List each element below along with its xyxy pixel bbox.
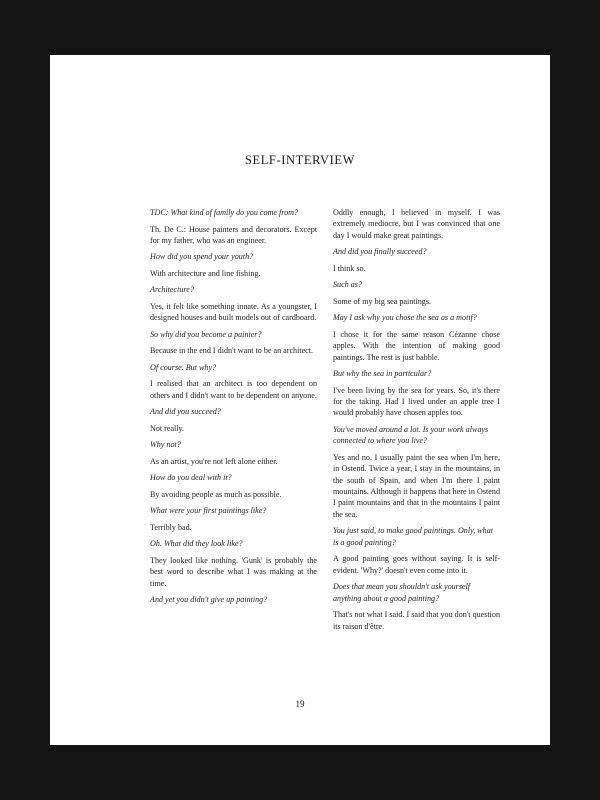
dialogue-line: They looked like nothing. 'Gunk' is probably the best word to describe what I was making at the time. (150, 555, 317, 588)
page-number: 19 (295, 699, 305, 709)
dialogue-line: What were your first paintings like? (150, 506, 267, 516)
dialogue-line: With architecture and line fishing. (150, 268, 261, 278)
dialogue-line: I think so. (333, 263, 366, 273)
dialogue-line: And yet you didn't give up painting? (150, 595, 268, 605)
book-page (50, 55, 550, 745)
dialogue-line: Terribly bad. (150, 522, 192, 532)
page-title: SELF-INTERVIEW (244, 153, 356, 167)
dialogue-line: Oddly enough, I believed in myself. I was extremely mediocre, but I was convinced that one day I would make great paintings. (333, 208, 500, 240)
dialogue-line: A good painting goes without saying. It is self-evident. 'Why?' doesn't even come into it. (333, 554, 500, 575)
dialogue-line: You just said, to make good paintings. Only, what is a good painting? (333, 526, 494, 547)
dialogue-line: That's not what I said. I said that you don't question its raison d'être. (333, 610, 500, 631)
dialogue-line: Yes and no. I usually paint the sea when I'm here, in Ostend. Twice a year, I stay in the mountains, in the south of Spain, and when I'm there I paint mountains. Although it happens that here in Ostend I paint mountains and that in the mountains I paint the sea. (333, 452, 500, 519)
dialogue-line: I've been living by the sea for years. So, it's there for the taking. Had I lived under an apple tree I would probably have chosen apples too. (333, 385, 500, 418)
dialogue-line: Why not? (150, 440, 181, 450)
dialogue-line: And did you finally succeed? (333, 247, 427, 257)
dialogue-line: Oh. What did they look like? (150, 539, 243, 549)
dialogue-line: I realised that an architect is too dependent on others and I didn't want to be dependent on anyone. (150, 379, 317, 400)
dialogue-line: TDC: What kind of family do you come from? (150, 208, 299, 217)
dialogue-line: I chose it for the same reason Cézanne chose apples. With the intention of making good paintings. The rest is just babble. (333, 329, 500, 362)
dialogue-line: How do you deal with it? (150, 473, 232, 483)
dialogue-line: Of course. But why? (150, 362, 217, 372)
dialogue-line: Does that mean you shouldn't ask yourself anything about a good painting? (333, 582, 471, 603)
dialogue-line: How did you spend your youth? (150, 252, 254, 262)
left-column (150, 207, 317, 611)
dialogue-line: So why did you become a painter? (150, 329, 262, 339)
dialogue-line: Such as? (333, 280, 362, 290)
dialogue-line: By avoiding people as much as possible. (150, 489, 282, 499)
dialogue-line: Yes, it felt like something innate. As a youngster, I designed houses and built models out of cardboard. (150, 301, 317, 323)
dialogue-line: Because in the end I didn't want to be an architect. (150, 346, 314, 356)
dialogue-line: But why the sea in particular? (333, 369, 432, 379)
right-column (333, 207, 500, 637)
dialogue-line: Not really. (150, 423, 185, 433)
dialogue-line: May I ask why you chose the sea as a motif? (333, 313, 477, 323)
dialogue-line: You've moved around a lot. Is your work always connected to where you live? (333, 424, 489, 446)
dialogue-line: And did you succeed? (150, 407, 221, 417)
dialogue-line: Architecture? (150, 285, 194, 295)
dialogue-line: Th. De C.: House painters and decorators. Except for my father, who was an engineer. (150, 224, 317, 245)
dialogue-line: Some of my big sea paintings. (333, 296, 432, 306)
dialogue-line: As an artist, you're not left alone either. (150, 456, 278, 466)
